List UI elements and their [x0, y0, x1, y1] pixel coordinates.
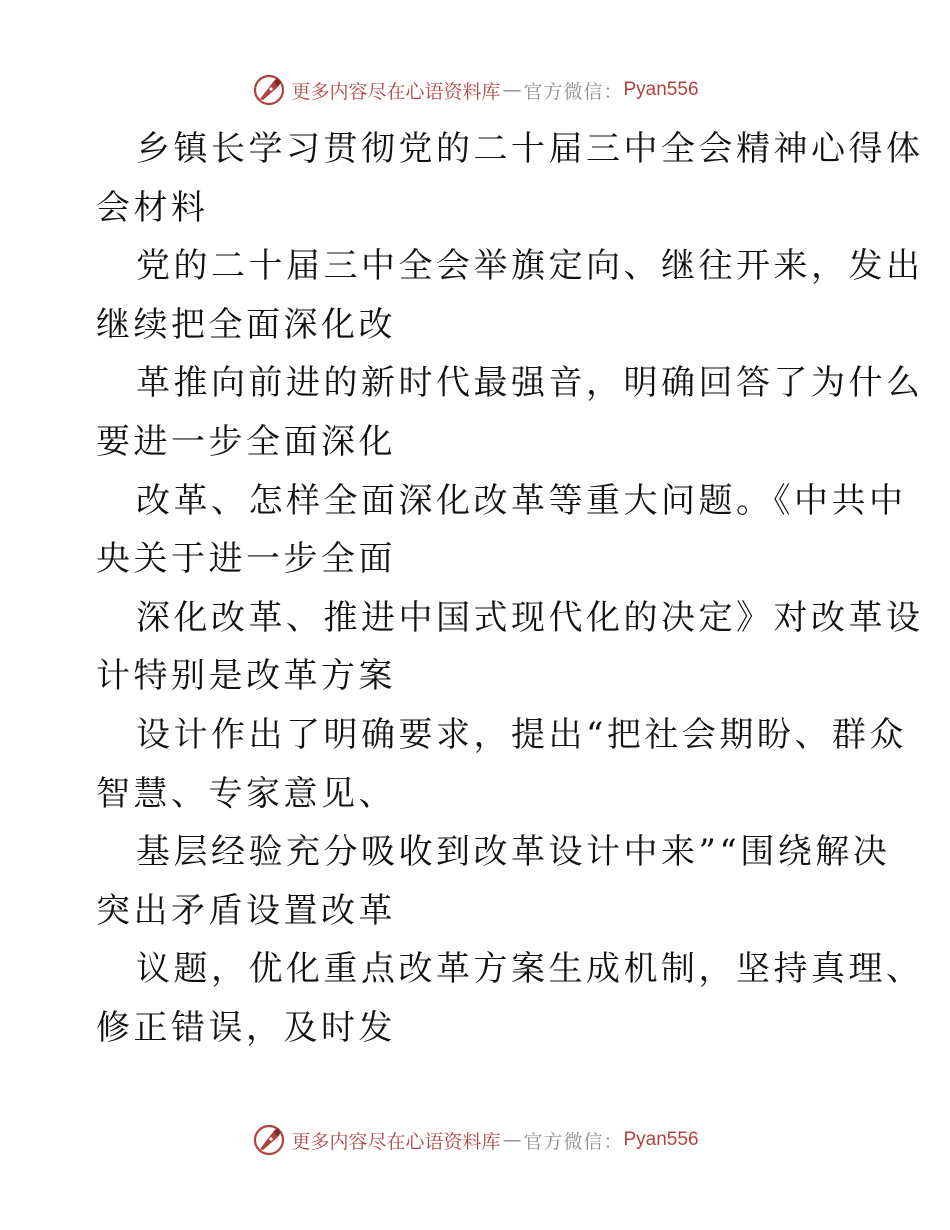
footer-banner [0, 1118, 950, 1162]
document-text-line: 基层经验充分吸收到改革设计中来”“围绕解决 [136, 832, 891, 873]
document-text-line: 继续把全面深化改 [96, 304, 396, 345]
document-title-line-1: 乡镇长学习贯彻党的二十届三中全会精神心得体 [136, 129, 924, 169]
footer-site-text: 更多内容尽在心语资料库 [291, 1130, 501, 1153]
document-text-line: 智慧、专家意见、 [96, 773, 396, 814]
footer-contact-label: 官方微信： [523, 1130, 624, 1153]
pen-nib-logo-icon [251, 72, 287, 108]
footer-contact-id: Pyan556 [623, 1129, 699, 1150]
document-text-line: 央关于进一步全面 [96, 539, 396, 580]
document-body [96, 120, 924, 1058]
header-contact-id: Pyan556 [623, 79, 699, 100]
document-text-line: 计特别是改革方案 [96, 656, 396, 697]
document-text-line: 修正错误，及时发 [96, 1007, 396, 1048]
document-title-line-2: 会材料 [96, 187, 209, 228]
pen-nib-logo-icon [251, 1122, 287, 1158]
document-text-line: 突出矛盾设置改革 [96, 890, 396, 931]
header-contact-label: 官方微信： [523, 80, 624, 103]
document-text-line: 党的二十届三中全会举旗定向、继往开来，发出 [136, 246, 924, 287]
document-text-line: 深化改革、推进中国式现代化的决定》对改革设 [136, 597, 924, 638]
header-banner [0, 68, 950, 112]
document-text-line: 要进一步全面深化 [96, 421, 396, 462]
footer-separator: — [502, 1129, 522, 1151]
document-text-line: 设计作出了明确要求，提出“把社会期盼、群众 [136, 714, 907, 755]
header-site-text: 更多内容尽在心语资料库 [291, 80, 501, 103]
document-text-line: 议题，优化重点改革方案生成机制，坚持真理、 [136, 949, 924, 990]
document-text-line: 改革、怎样全面深化改革等重大问题。《中共中 [136, 480, 907, 521]
document-text-line: 革推向前进的新时代最强音，明确回答了为什么 [136, 363, 924, 404]
header-separator: — [502, 79, 522, 101]
